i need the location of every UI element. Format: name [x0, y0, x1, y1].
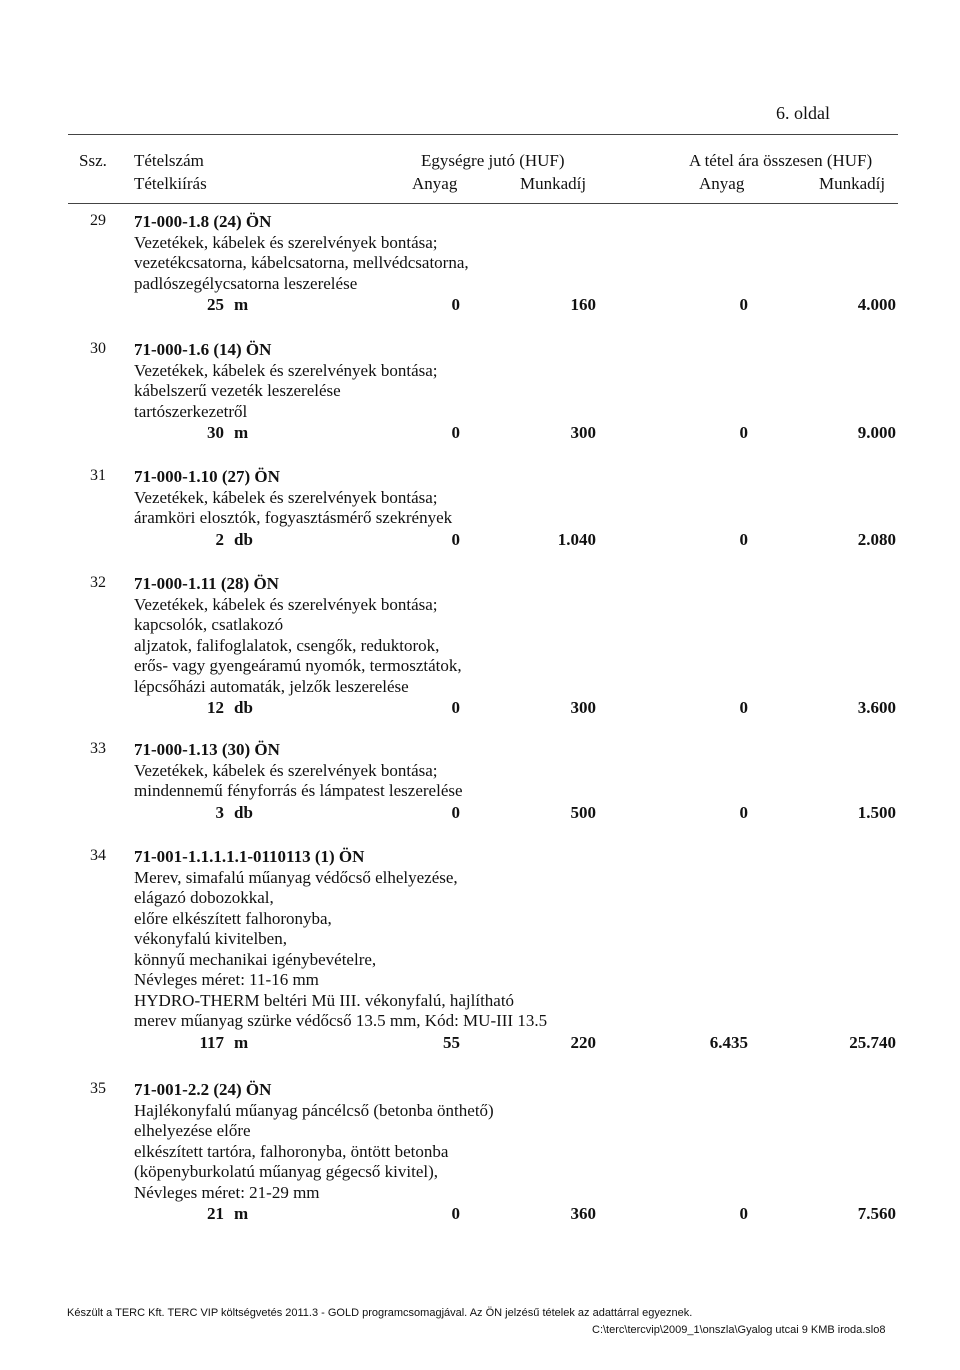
item-unit: m [234, 1204, 249, 1223]
item-description-line: mindennemű fényforrás és lámpatest leszerelése [134, 781, 463, 800]
item-description-line: kábelszerű vezeték leszerelése [134, 381, 341, 400]
header-tetelszam: Tételszám [134, 151, 204, 170]
item-code: 71-000-1.13 (30) ÖN [134, 740, 280, 759]
item-description-line: tartószerkezetről [134, 401, 248, 421]
item-description-line: Vezetékek, kábelek és szerelvények bontása; [134, 594, 438, 614]
header-ssz: Ssz. [79, 151, 107, 170]
item-total-anyag: 0 [739, 802, 748, 822]
item-code: 71-000-1.10 (27) ÖN [134, 467, 280, 486]
item-code: 71-001-2.2 (24) ÖN [134, 1080, 272, 1099]
item-unit-anyag: 0 [451, 1204, 460, 1223]
item-unit: m [234, 1032, 249, 1052]
page-number: 6. oldal [776, 103, 830, 123]
item-unit: m [234, 295, 249, 314]
item-quantity: 2 [215, 529, 224, 549]
item-total-munkadij: 1.500 [857, 802, 896, 822]
item-description-line: elkészített tartóra, falhoronyba, öntött betonba [134, 1141, 449, 1161]
item-total-anyag: 0 [739, 698, 748, 717]
footer-file-path: C:\terc\tercvip\2009_1\onszla\Gyalog utcai 9 KMB iroda.slo8 [592, 1324, 886, 1336]
item-description-line: vezetékcsatorna, kábelcsatorna, mellvédcsatorna, [134, 253, 469, 272]
item-quantity: 3 [215, 802, 224, 822]
item-total-anyag: 6.435 [709, 1032, 748, 1052]
item-description-line: aljzatok, falifoglalatok, csengők, reduktorok, [134, 635, 440, 655]
header-total-title: A tétel ára összesen (HUF) [689, 151, 873, 170]
item-code: 71-000-1.8 (24) ÖN [134, 212, 272, 231]
footer-note: Készült a TERC Kft. TERC VIP költségvetés 2011.3 - GOLD programcsomagjával. Az ÖN jelzésű tételek az adattárral egyeznek. [67, 1307, 693, 1319]
item-number: 31 [90, 467, 106, 484]
item-unit-munkadij: 220 [570, 1032, 596, 1052]
item-unit-anyag: 0 [451, 529, 460, 549]
item-quantity: 117 [199, 1032, 224, 1052]
header-total-anyag: Anyag [699, 174, 745, 193]
item-description-line: kapcsolók, csatlakozó [134, 615, 284, 634]
item-unit-anyag: 0 [451, 802, 460, 822]
header-total-munkadij: Munkadíj [819, 174, 886, 193]
item-total-anyag: 0 [739, 295, 748, 314]
item-description-line: Vezetékek, kábelek és szerelvények bontása; [134, 760, 438, 780]
item-unit-anyag: 0 [451, 423, 460, 442]
header-bottom-rule [68, 203, 898, 204]
item-description-line: lépcsőházi automaták, jelzők leszerelése [134, 676, 409, 696]
item-description-line: Vezetékek, kábelek és szerelvények bontása; [134, 232, 438, 252]
item-description-line: Merev, simafalú műanyag védőcső elhelyezése, [134, 867, 458, 887]
item-total-munkadij: 2.080 [857, 529, 896, 549]
item-description-line: (köpenyburkolatú műanyag gégecső kivitel), [134, 1162, 439, 1181]
item-code: 71-000-1.6 (14) ÖN [134, 340, 272, 359]
item-total-munkadij: 3.600 [857, 698, 896, 717]
item-unit-munkadij: 500 [570, 802, 596, 822]
item-unit-anyag: 0 [451, 295, 460, 314]
item-quantity: 30 [207, 423, 224, 442]
item-quantity: 12 [207, 698, 224, 717]
item-total-munkadij: 9.000 [857, 423, 896, 442]
header-unit-price-title: Egységre jutó (HUF) [421, 151, 565, 170]
item-number: 35 [90, 1080, 106, 1097]
item-quantity: 21 [207, 1204, 224, 1223]
item-description-line: előre elkészített falhoronyba, [134, 908, 332, 928]
item-number: 32 [90, 574, 106, 591]
item-number: 30 [90, 340, 106, 357]
item-total-anyag: 0 [739, 529, 748, 549]
item-unit-munkadij: 300 [570, 698, 596, 717]
item-description-line: Névleges méret: 11-16 mm [134, 970, 319, 989]
header-unit-anyag: Anyag [412, 174, 458, 193]
item-total-munkadij: 4.000 [857, 295, 896, 314]
item-description-line: erős- vagy gyengeáramú nyomók, termosztátok, [134, 656, 462, 675]
item-description-line: Vezetékek, kábelek és szerelvények bontása; [134, 487, 438, 507]
item-total-munkadij: 25.740 [849, 1032, 896, 1052]
item-unit-munkadij: 360 [570, 1204, 596, 1223]
item-description-line: vékonyfalú kivitelben, [134, 929, 287, 948]
item-unit-munkadij: 1.040 [557, 529, 596, 549]
item-unit-anyag: 55 [443, 1032, 460, 1052]
item-total-anyag: 0 [739, 1204, 748, 1223]
item-quantity: 25 [207, 295, 224, 314]
item-total-munkadij: 7.560 [857, 1204, 896, 1223]
item-number: 33 [90, 740, 106, 757]
item-number: 34 [90, 847, 106, 864]
header-unit-munkadij: Munkadíj [520, 174, 587, 193]
header-top-rule [68, 134, 898, 135]
item-unit-munkadij: 300 [570, 423, 596, 442]
item-description-line: áramköri elosztók, fogyasztásmérő szekrények [134, 508, 453, 527]
item-unit-munkadij: 160 [570, 295, 596, 314]
item-code: 71-000-1.11 (28) ÖN [134, 574, 279, 593]
item-description-line: Hajlékonyfalú műanyag páncélcső (betonba önthető) [134, 1100, 494, 1120]
header-tetelkiiras: Tételkiírás [134, 174, 207, 193]
item-unit: db [234, 802, 253, 822]
item-description-line: merev műanyag szürke védőcső 13.5 mm, Kód: MU-III 13.5 [134, 1011, 548, 1030]
item-total-anyag: 0 [739, 423, 748, 442]
item-description-line: elhelyezése előre [134, 1121, 251, 1140]
item-number: 29 [90, 212, 106, 229]
item-unit: db [234, 529, 253, 549]
item-description-line: könnyű mechanikai igénybevételre, [134, 949, 377, 969]
item-description-line: padlószegélycsatorna leszerelése [134, 273, 358, 293]
item-description-line: elágazó dobozokkal, [134, 888, 274, 907]
item-unit: db [234, 698, 253, 717]
item-description-line: Névleges méret: 21-29 mm [134, 1182, 320, 1202]
item-description-line: Vezetékek, kábelek és szerelvények bontása; [134, 360, 438, 380]
item-unit: m [234, 423, 249, 442]
item-code: 71-001-1.1.1.1.1-0110113 (1) ÖN [134, 847, 365, 866]
item-unit-anyag: 0 [451, 698, 460, 717]
item-description-line: HYDRO-THERM beltéri Mü III. vékonyfalú, hajlítható [134, 990, 515, 1010]
